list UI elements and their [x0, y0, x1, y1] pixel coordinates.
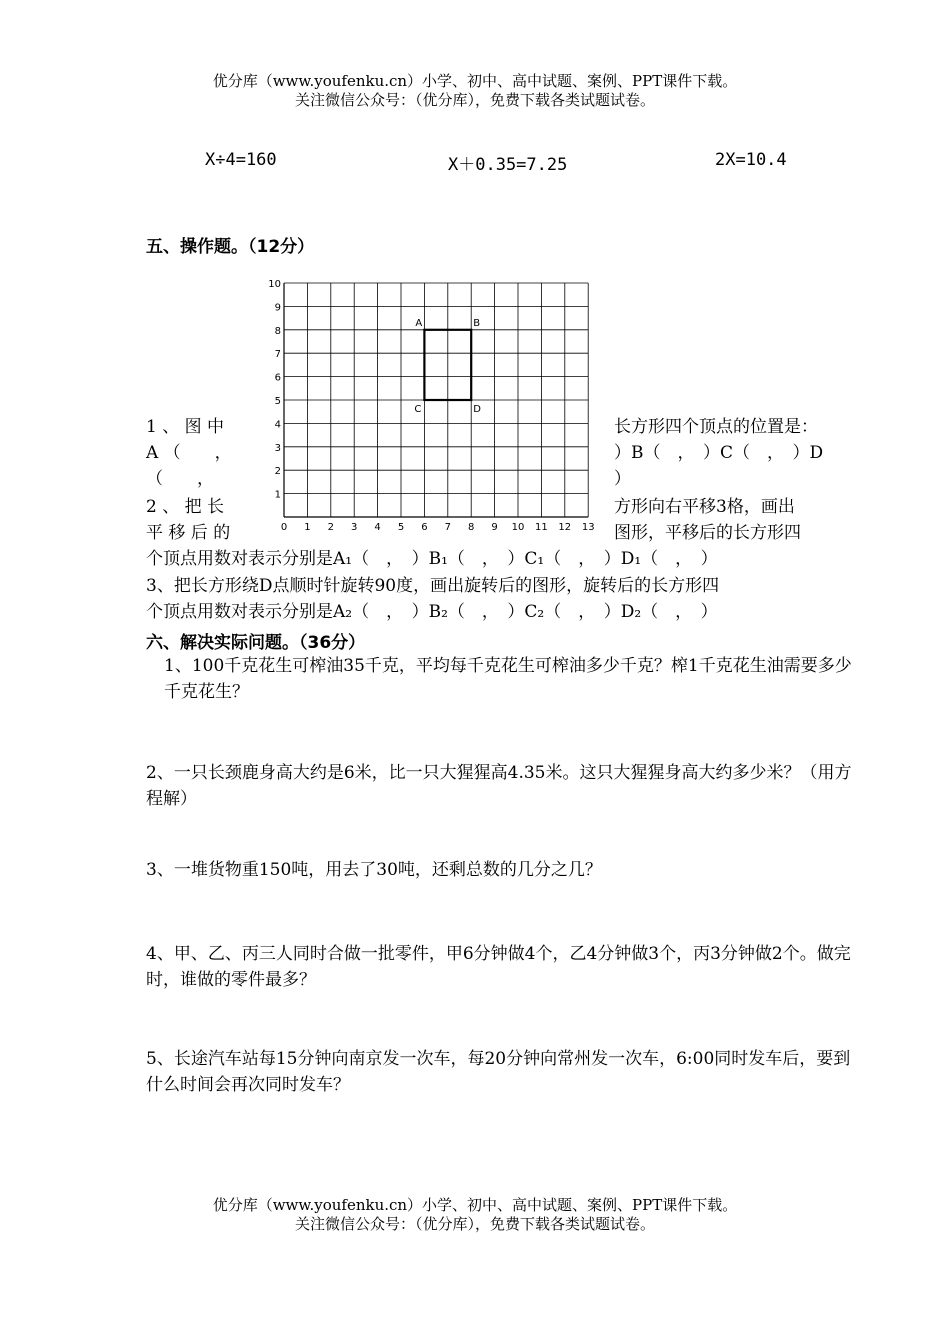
y-axis-label: 3: [274, 442, 281, 454]
x-axis-label: 13: [581, 522, 595, 533]
section-6-title: 六、解决实际问题。（36分）: [146, 633, 366, 653]
problem-2: 2、一只长颈鹿身高大约是6米，比一只大猩猩高4.35米。这只大猩猩身高大约多少米？（用方程解）: [146, 763, 852, 809]
vertex-label-c: C: [414, 404, 422, 415]
vertex-label-d: D: [473, 404, 481, 415]
y-axis-label: 5: [274, 396, 281, 407]
x-axis-label: 12: [558, 522, 572, 533]
q2-line2-right: 图形，平移后的长方形四: [614, 523, 801, 543]
q2-line3: 个顶点用数对表示分别是A₁（ ， ）B₁（ ， ）C₁（ ， ）D₁（ ， ）: [146, 549, 718, 569]
problem-4: 4、甲、乙、丙三人同时合做一批零件，甲6分钟做4个，乙4分钟做3个，丙3分钟做2个。做完时，谁做的零件最多？: [146, 944, 851, 990]
q1-left-text: 1 、 图 中: [146, 417, 225, 437]
problem-3: 3、一堆货物重150吨，用去了30吨，还剩总数的几分之几？: [146, 860, 602, 880]
equation-2: X＋0.35=7.25: [448, 155, 568, 175]
y-axis-label: 2: [274, 466, 281, 478]
footer-line-2: 关注微信公众号：（优分库），免费下载各类试题试卷。: [294, 1215, 655, 1233]
equation-1: X÷4=160: [205, 150, 277, 170]
y-axis-label: 9: [274, 302, 281, 314]
q2-line2-left: 平 移 后 的: [146, 523, 231, 543]
y-axis-label: 4: [274, 419, 281, 431]
y-axis-label: 7: [274, 349, 281, 361]
x-axis-label: 7: [444, 522, 451, 533]
q1-line3-right: ）: [614, 469, 631, 489]
x-axis-label: 2: [327, 522, 334, 533]
equation-3: 2X=10.4: [715, 150, 787, 170]
x-axis-label: 10: [511, 522, 525, 533]
q1-line2-right: ）B（ ， ）C（ ， ）D: [614, 443, 824, 463]
q3-line2: 个顶点用数对表示分别是A₂（ ， ）B₂（ ， ）C₂（ ， ）D₂（ ， ）: [146, 602, 718, 622]
vertex-label-b: B: [473, 317, 481, 329]
x-axis-label: 1: [304, 522, 311, 533]
problem-5: 5、长途汽车站每15分钟向南京发一次车，每20分钟向常州发一次车，6:00同时发车后，要到什么时间会再次同时发车？: [146, 1049, 851, 1095]
q1-line2-left: A （ ，: [146, 443, 232, 463]
x-axis-label: 6: [421, 522, 428, 533]
section-5-title: 五、操作题。（12分）: [146, 237, 315, 257]
q1-line3-left: （ ，: [146, 469, 214, 489]
problem-1: 1、100千克花生可榨油35千克，平均每千克花生可榨油多少千克？榨1千克花生油需要多少千克花生？: [164, 656, 852, 702]
x-axis-label: 11: [535, 522, 548, 533]
y-axis-label: 1: [274, 489, 281, 501]
vertex-label-a: A: [415, 317, 423, 329]
x-axis-label: 9: [491, 522, 498, 533]
header-line-1: 优分库（www.youfenku.cn）小学、初中、高中试题、案例、PPT课件下载。: [212, 72, 738, 90]
y-axis-label: 6: [274, 372, 281, 384]
y-axis-label: 10: [268, 279, 281, 290]
x-axis-label: 4: [374, 522, 381, 533]
q1-right-text: 长方形四个顶点的位置是：: [614, 417, 818, 437]
q2-right-text: 方形向右平移3格，画出: [614, 497, 795, 517]
footer-line-1: 优分库（www.youfenku.cn）小学、初中、高中试题、案例、PPT课件下载。: [212, 1196, 738, 1214]
x-axis-label: 3: [351, 522, 358, 533]
header-line-2: 关注微信公众号：（优分库），免费下载各类试题试卷。: [294, 91, 655, 109]
x-axis-label: 0: [280, 522, 288, 533]
x-axis-label: 8: [468, 522, 475, 533]
y-axis-label: 8: [274, 325, 281, 337]
coordinate-grid: [262, 278, 602, 538]
x-axis-label: 5: [397, 522, 405, 533]
q2-left-text: 2 、 把 长: [146, 497, 225, 517]
q3-line1: 3、把长方形绕D点顺时针旋转90度，画出旋转后的图形，旋转后的长方形四: [146, 576, 720, 596]
